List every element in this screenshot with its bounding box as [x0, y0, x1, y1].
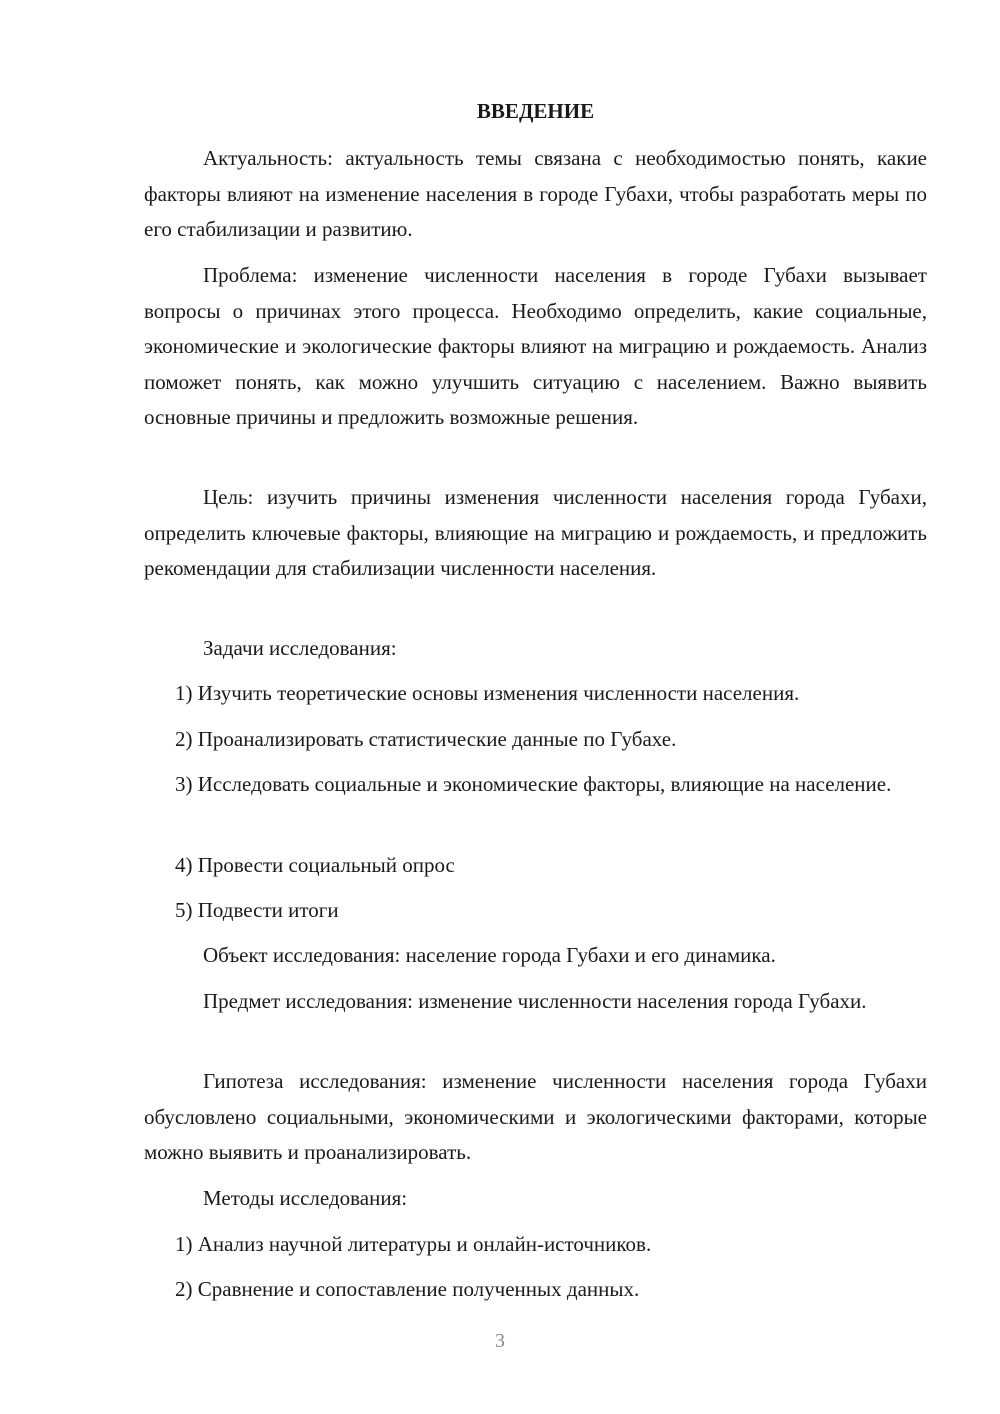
task-item-5: 5) Подвести итоги: [175, 898, 339, 922]
section-heading: ВВЕДЕНИЕ: [476, 99, 595, 123]
task-item-3: 3) Исследовать социальные и экономические факторы, влияющие на население.: [175, 772, 892, 796]
problem-paragraph: Проблема: изменение численности населения в городе Губахи вызывает вопросы о причинах этого процесса. Необходимо определить, какие социальные, экономические и экологические факторы влияют на миграцию и рождаемость. Анализ поможет понять, как можно улучшить ситуацию с населением. Важно выявить основные причины и предложить возможные решения.: [144, 263, 927, 429]
task-item-1: 1) Изучить теоретические основы изменения численности населения.: [175, 681, 800, 705]
method-item-2: 2) Сравнение и сопоставление полученных данных.: [175, 1277, 640, 1301]
subject-paragraph: Предмет исследования: изменение численности населения города Губахи.: [203, 989, 867, 1013]
task-item-4: 4) Провести социальный опрос: [175, 853, 455, 877]
method-item-1: 1) Анализ научной литературы и онлайн-источников.: [175, 1232, 652, 1256]
methods-title: Методы исследования:: [203, 1186, 408, 1210]
page-number: 3: [495, 1330, 505, 1352]
task-item-2: 2) Проанализировать статистические данные по Губахе.: [175, 727, 677, 751]
tasks-title: Задачи исследования:: [203, 636, 397, 660]
object-paragraph: Объект исследования: население города Губахи и его динамика.: [203, 943, 776, 967]
goal-paragraph: Цель: изучить причины изменения численности населения города Губахи, определить ключевые факторы, влияющие на миграцию и рождаемость, и предложить рекомендации для стабилизации численности населения.: [144, 485, 927, 580]
relevance-paragraph: Актуальность: актуальность темы связана с необходимостью понять, какие факторы влияют на изменение населения в городе Губахи, чтобы разработать меры по его стабилизации и развитию.: [144, 146, 927, 241]
hypothesis-paragraph: Гипотеза исследования: изменение численности населения города Губахи обусловлено социальными, экономическими и экологическими факторами, которые можно выявить и проанализировать.: [144, 1069, 927, 1164]
